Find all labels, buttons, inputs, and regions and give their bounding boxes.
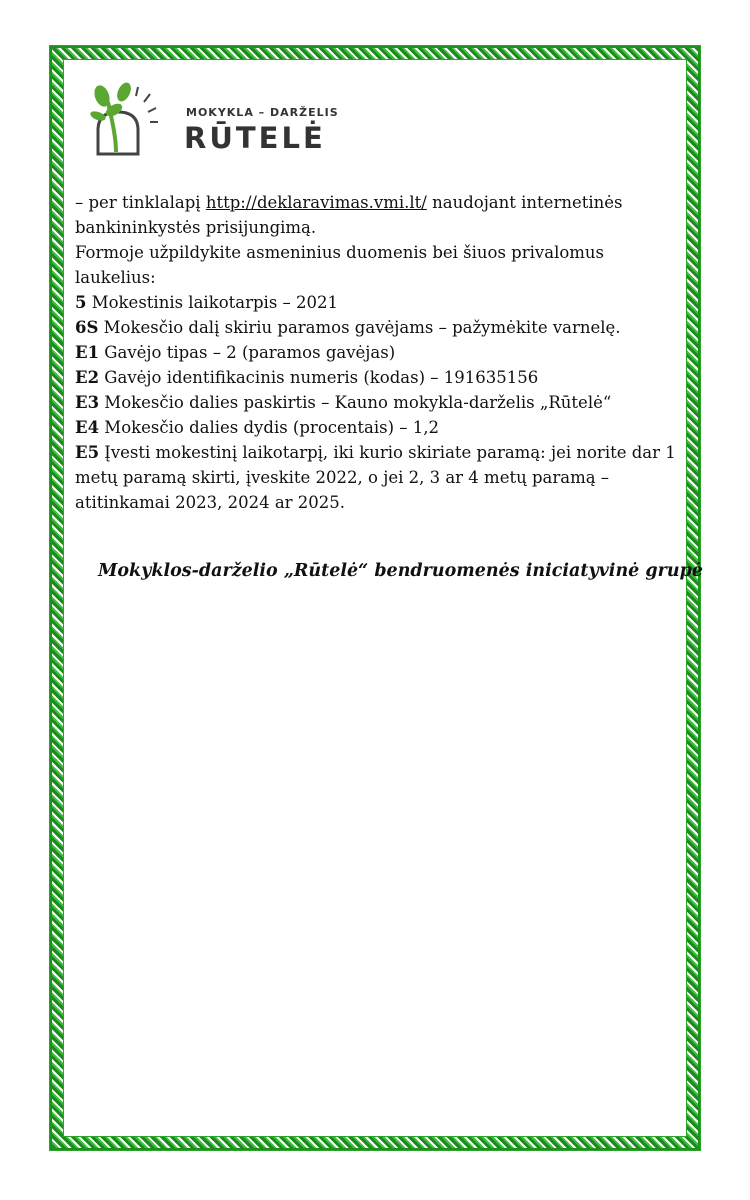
field-item (75, 440, 685, 515)
school-logo (86, 82, 346, 158)
field-code: E1 (75, 343, 100, 362)
field-item (75, 365, 685, 390)
field-code: E5 (75, 443, 100, 462)
field-text: Mokesčio dalį skiriu paramos gavėjams – pažymėkite varnelę. (98, 318, 621, 337)
field-code: E2 (75, 368, 100, 387)
intro-suffix: naudojant internetinės bankininkystės prisijungimą. (75, 193, 623, 237)
instruction-paragraph: Formoje užpildykite asmeninius duomenis bei šiuos privalomus laukelius: (75, 243, 605, 287)
field-code: 5 (75, 293, 87, 312)
field-item (75, 390, 685, 415)
field-code: E3 (75, 393, 100, 412)
field-item (75, 415, 685, 440)
field-item (75, 340, 685, 365)
signature-line: Mokyklos-darželio „Rūtelė“ bendruomenės iniciatyvinė grupė (98, 561, 703, 581)
field-text: Gavėjo tipas – 2 (paramos gavėjas) (99, 343, 396, 362)
field-text: Gavėjo identifikacinis numeris (kodas) – 191635156 (99, 368, 539, 387)
document-body (75, 190, 685, 515)
field-code: 6S (75, 318, 99, 337)
field-item (75, 315, 685, 340)
field-item (75, 290, 685, 315)
field-code: E4 (75, 418, 100, 437)
intro-paragraph (75, 190, 685, 240)
logo-name: RŪTELĖ (184, 121, 326, 155)
field-text: Įvesti mokestinį laikotarpį, iki kurio skiriate paramą: jei norite dar 1 metų paramą skirti, įveskite 2022, o jei 2, 3 ar 4 metų paramą – atitinkamai 2023, 2024 ar 2025. (75, 443, 676, 512)
logo-subtitle: MOKYKLA – DARŽELIS (186, 106, 339, 119)
vmi-link[interactable]: http://deklaravimas.vmi.lt/ (205, 193, 427, 212)
sprout-icon (86, 82, 176, 158)
intro-prefix: – per tinklalapį (75, 193, 206, 212)
field-text: Mokesčio dalies paskirtis – Kauno mokykla-darželis „Rūtelė“ (99, 393, 612, 412)
field-text: Mokestinis laikotarpis – 2021 (86, 293, 339, 312)
field-text: Mokesčio dalies dydis (procentais) – 1,2 (99, 418, 440, 437)
